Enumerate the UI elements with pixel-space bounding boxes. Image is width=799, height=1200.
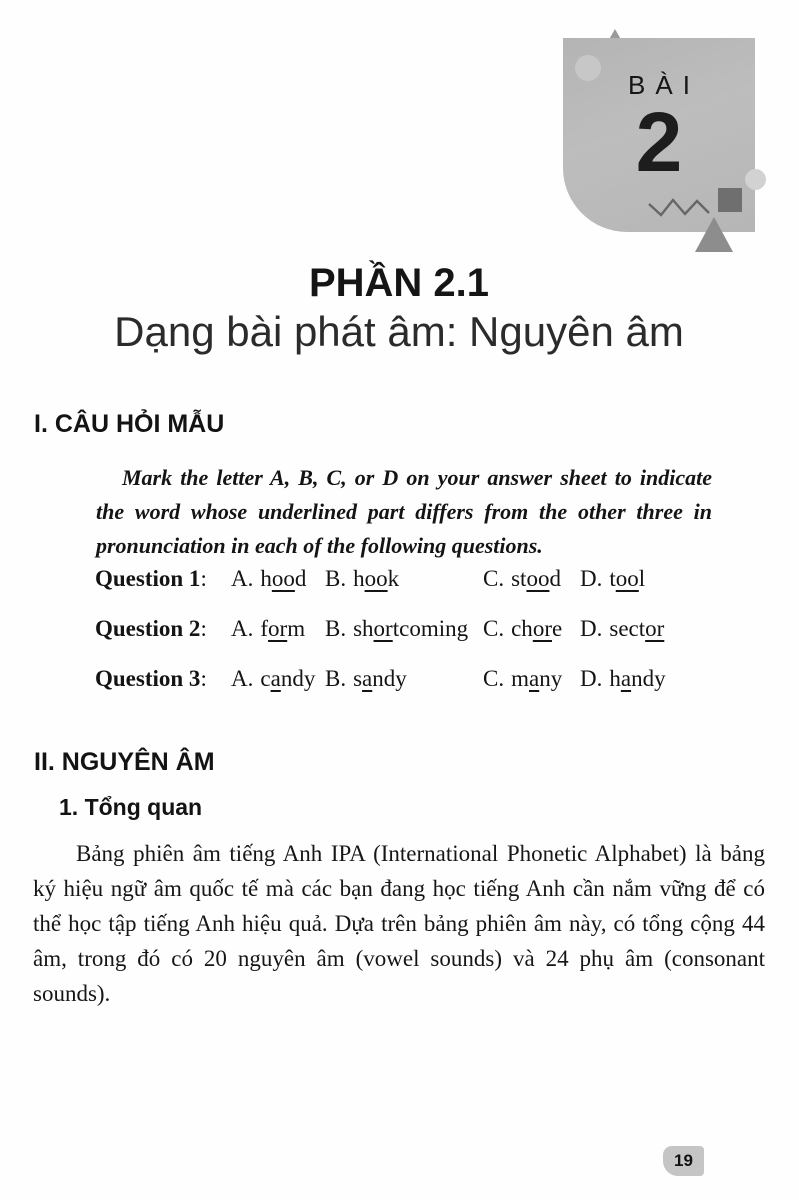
answer-option-c [483,562,580,596]
option-letter: B. [325,616,347,641]
circle-icon [745,169,766,190]
question-label [95,612,231,646]
word-suffix: m [287,616,306,641]
option-letter: D. [580,616,603,641]
question-label [95,562,231,596]
word-prefix: c [260,666,271,691]
word-suffix: d [549,566,561,591]
colon: : [200,566,207,591]
word-prefix: sect [609,616,646,641]
word-prefix: h [353,566,365,591]
word-suffix: ndy [280,666,316,691]
option-word [260,616,305,641]
section1-heading: I. CÂU HỎI MẪU [34,410,225,438]
option-word [353,616,468,641]
question-number: Question 2 [95,616,201,641]
section2-subheading: 1. Tổng quan [59,794,203,820]
word-suffix: k [387,566,400,591]
option-word [260,666,315,691]
part-title: PHẦN 2.1 [308,261,490,305]
part-subtitle: Dạng bài phát âm: Nguyên âm [114,308,684,355]
word-suffix: d [294,566,307,591]
section2-heading: II. NGUYÊN ÂM [34,748,215,776]
option-letter: B. [325,566,347,591]
option-word [353,566,399,591]
underlined-part: oo [526,566,550,591]
word-prefix: h [260,566,272,591]
option-word [609,566,645,591]
option-word [353,666,407,691]
underlined-part: a [362,666,373,691]
square-icon [718,188,742,212]
option-word [260,566,306,591]
question-row [95,662,763,696]
underlined-part: or [645,616,665,641]
word-prefix: sh [353,616,374,641]
question-label [95,662,231,696]
option-letter: B. [325,666,347,691]
answer-option-b [325,562,483,596]
option-letter: C. [483,616,505,641]
option-letter: A. [231,616,254,641]
underlined-part: oo [615,566,639,591]
answer-option-d [580,562,763,596]
underlined-part: oo [271,566,295,591]
word-prefix: s [353,666,363,691]
question-number: Question 1 [95,566,201,591]
answer-option-c [483,662,580,696]
lesson-badge-label: BÀI [628,70,700,100]
option-word [511,666,562,691]
underlined-part: a [270,666,281,691]
word-suffix: ndy [372,666,407,691]
word-suffix: ny [539,666,563,691]
question-number: Question 3 [95,666,201,691]
title-block [33,260,765,358]
page-number: 19 [674,1151,693,1170]
underlined-part: a [528,666,540,691]
option-letter: A. [231,666,254,691]
option-word [609,616,664,641]
question-row [95,562,763,596]
triangle-up-icon [695,217,733,252]
word-prefix: st [511,566,527,591]
overview-paragraph: Bảng phiên âm tiếng Anh IPA (International Phonetic Alphabet) là bảng ký hiệu ngữ âm quốc tế mà các bạn đang học tiếng Anh cần nắm vững để có thể học tập tiếng Anh hiệu quả. Dựa trên bảng phiên âm này, có tổng cộng 44 âm, trong đó có 20 nguyên âm (vowel sounds) và 24 phụ âm (consonant sounds). [33,841,765,1006]
question-row [95,612,763,646]
word-prefix: t [609,566,616,591]
option-word [511,566,561,591]
option-letter: D. [580,566,603,591]
colon: : [200,666,207,691]
underlined-part: or [532,616,552,641]
option-word [609,666,665,691]
underlined-part: or [268,616,288,641]
answer-option-a [231,562,325,596]
word-suffix: l [638,566,646,591]
answer-option-d [580,612,763,646]
colon: : [200,616,207,641]
option-letter: C. [483,566,505,591]
zigzag-icon [648,196,710,218]
answer-option-d [580,662,763,696]
word-prefix: m [511,666,529,691]
word-suffix: ndy [631,666,666,691]
word-prefix: h [609,666,621,691]
page-number-badge [663,1146,704,1176]
answer-option-b [325,612,483,646]
instruction-text: Mark the letter A, B, C, or D on your answer sheet to indicate the word whose underlined part differs from the other three in pronunciation in each of the following questions. [96,465,712,558]
option-word [511,616,562,641]
word-prefix: f [260,616,269,641]
underlined-part: or [373,616,393,641]
option-letter: D. [580,666,603,691]
option-letter: C. [483,666,505,691]
lesson-badge [563,38,755,232]
question-list [95,562,763,712]
underlined-part: a [620,666,632,691]
answer-option-c [483,612,580,646]
lesson-badge-number: 2 [635,95,683,189]
answer-option-b [325,662,483,696]
answer-option-a [231,612,325,646]
word-suffix: e [551,616,563,641]
answer-option-a [231,662,325,696]
word-suffix: tcoming [392,616,469,641]
word-prefix: ch [511,616,533,641]
option-letter: A. [231,566,254,591]
underlined-part: oo [364,566,388,591]
lesson-badge-group [0,0,799,270]
